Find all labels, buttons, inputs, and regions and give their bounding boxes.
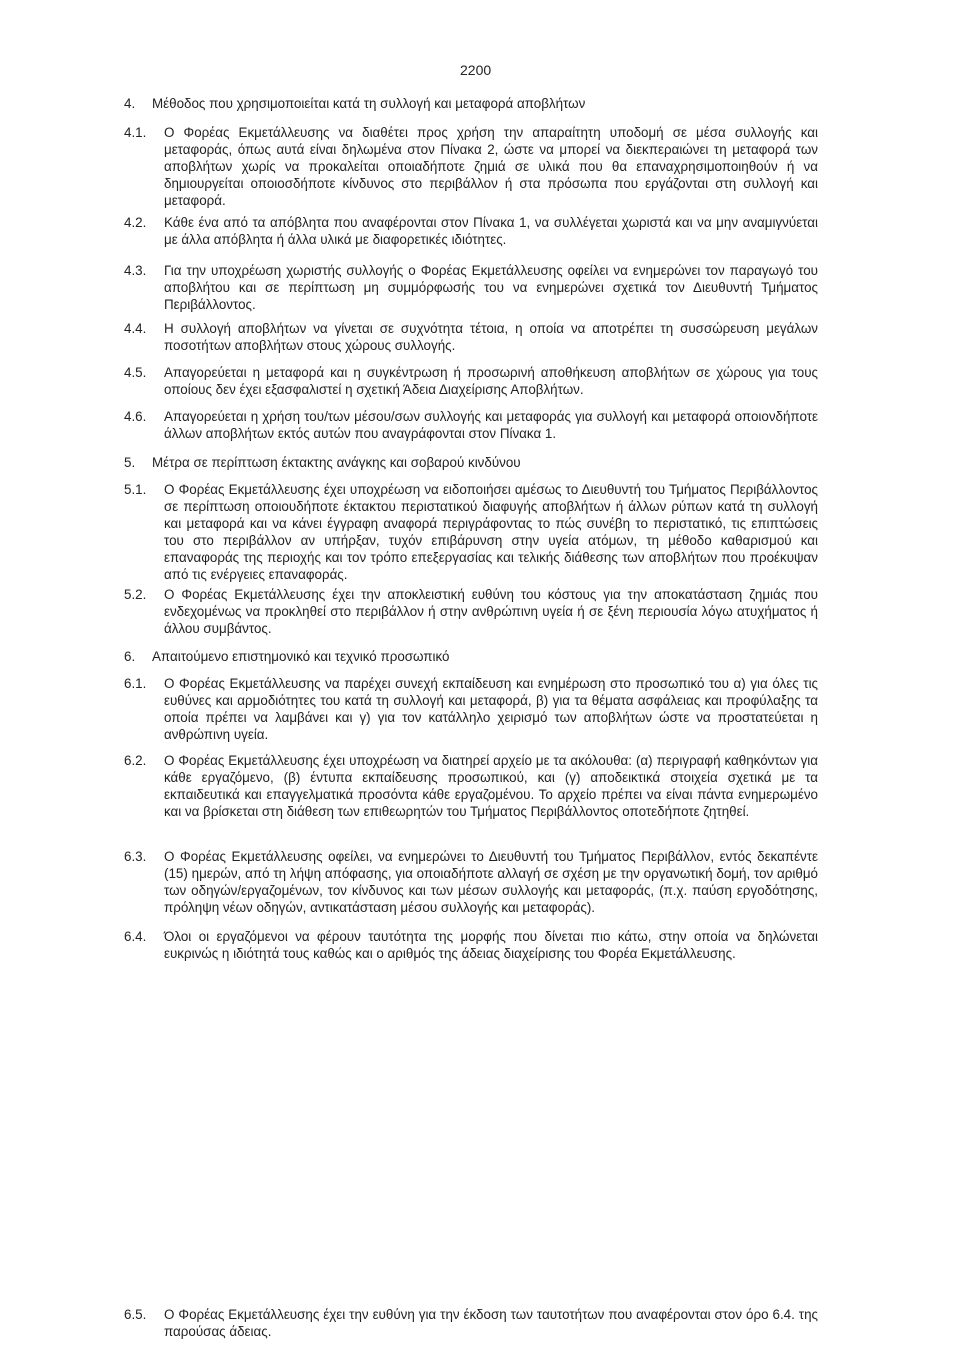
paragraph-number: 6.1. <box>124 676 147 691</box>
paragraph-4-2 <box>124 214 818 248</box>
paragraph-number: 6.5. <box>124 1307 147 1322</box>
paragraph-6-3 <box>124 848 818 916</box>
paragraph-text: Ο Φορέας Εκμετάλλευσης οφείλει, να ενημερώνει το Διευθυντή του Τμήματος Περιβάλλον, εντός δεκαπέντε (15) ημερών, από τη λήψη απόφασης, για οποιαδήποτε αλλαγή σε σχέση με την οργανωτική δομή, τον αριθμό των οδηγών/εργαζομένων, τον κίνδυνος και των μέσων συλλογής και μεταφοράς, (π.χ. παύση εργοδότησης, πρόληψη νέων οδηγών, αντικατάσταση μέσου συλλογής και μεταφοράς). <box>164 849 818 915</box>
paragraph-number: 5.1. <box>124 482 147 497</box>
page-number: 2200 <box>460 62 492 78</box>
section-number: 6. <box>124 649 136 664</box>
paragraph-6-4 <box>124 928 818 962</box>
paragraph-5-1 <box>124 481 818 583</box>
section-title: Μέτρα σε περίπτωση έκτακτης ανάγκης και σοβαρού κινδύνου <box>152 455 521 470</box>
paragraph-number: 4.2. <box>124 215 147 230</box>
paragraph-text: Ο Φορέας Εκμετάλλευσης έχει υποχρέωση να ειδοποιήσει αμέσως το Διευθυντή του Τμήματος Περιβάλλοντος σε περίπτωση οποιουδήποτε έκτακτου περιστατικού διαφυγής αποβλήτων ή άλλων ρύπων κατά τη συλλογή και μεταφορά και να κάνει έγγραφη αναφορά περιγράφοντας το πώς συνέβη το περιστατικό, τις επιπτώσεις του στο περιβάλλον αν υπήρξαν, τυχόν επιβάρυνση στην υγεία ατόμων, τη μέθοδο καθαρισμού και επαναφοράς της περιοχής και τον τρόπο επεξεργασίας και τελικής διάθεσης των αποβλήτων που προέκυψαν από τις ενέργειες επαναφοράς. <box>164 482 818 582</box>
paragraph-text: Ο Φορέας Εκμετάλλευσης να διαθέτει προς χρήση την απαραίτητη υποδομή σε μέσα συλλογής και μεταφοράς, όπως αυτά είναι δηλωμένα στον Πίνακα 2, ώστε να μπορεί να διεκπεραιώνει τη μεταφορά των αποβλήτων χωρίς να προκαλείται οποιαδήποτε ζημιά σε υλικά που θα επαναχρησιμοποιηθούν ή να δημιουργείται οποιοσδήποτε κίνδυνος στο περιβάλλον ή στα πρόσωπα που εργάζονται στη συλλογή και μεταφορά. <box>164 125 818 208</box>
paragraph-text: Ο Φορέας Εκμετάλλευσης να παρέχει συνεχή εκπαίδευση και ενημέρωση στο προσωπικό του α) για όλες τις ευθύνες και αρμοδιότητες του κατά τη συλλογή και μεταφορά, β) για τα θέματα ασφάλειας και προφύλαξης τα οποία πρέπει να λαμβάνει και γ) για τον κατάλληλο χειρισμό των αποβλήτων ώστε να προστατεύεται η ανθρώπινη υγεία. <box>164 676 818 742</box>
paragraph-4-1 <box>124 124 818 209</box>
paragraph-text: Για την υποχρέωση χωριστής συλλογής ο Φορέας Εκμετάλλευσης οφείλει να ενημερώνει τον παραγωγό του αποβλήτου και σε περίπτωση μη συμμόρφωσής του να ενημερώνει σχετικά τον Διευθυντή Τμήματος Περιβάλλοντος. <box>164 263 818 312</box>
paragraph-number: 4.6. <box>124 409 147 424</box>
paragraph-number: 6.2. <box>124 753 147 768</box>
paragraph-text: Η συλλογή αποβλήτων να γίνεται σε συχνότητα τέτοια, η οποία να αποτρέπει τη συσσώρευση μεγάλων ποσοτήτων αποβλήτων στους χώρους συλλογής. <box>164 321 818 353</box>
paragraph-4-3 <box>124 262 818 313</box>
section-number: 4. <box>124 96 136 111</box>
section-title: Μέθοδος που χρησιμοποιείται κατά τη συλλογή και μεταφορά αποβλήτων <box>152 96 586 111</box>
paragraph-text: Απαγορεύεται η μεταφορά και η συγκέντρωση ή προσωρινή αποθήκευση αποβλήτων σε χώρους για τους οποίους δεν έχει εξασφαλιστεί η σχετική Άδεια Διαχείρισης Αποβλήτων. <box>164 365 818 397</box>
paragraph-6-5 <box>124 1306 818 1340</box>
paragraph-number: 6.3. <box>124 849 147 864</box>
section-title: Απαιτούμενο επιστημονικό και τεχνικό προσωπικό <box>152 649 450 664</box>
paragraph-5-2 <box>124 586 818 637</box>
paragraph-number: 4.3. <box>124 263 147 278</box>
paragraph-number: 4.5. <box>124 365 147 380</box>
paragraph-text: Όλοι οι εργαζόμενοι να φέρουν ταυτότητα της μορφής που δίνεται πιο κάτω, στην οποία να δηλώνεται ευκρινώς η ιδιότητά τους καθώς και ο αριθμός της άδειας διαχείρισης του Φορέα Εκμετάλλευσης. <box>164 929 818 961</box>
paragraph-text: Ο Φορέας Εκμετάλλευσης έχει την αποκλειστική ευθύνη του κόστους για την αποκατάσταση ζημιάς που ενδεχομένως να προκληθεί στο περιβάλλον ή στην ανθρώπινη υγεία ή σε ξένη περιουσία λόγω ατυχήματος ή άλλου συμβάντος. <box>164 587 818 636</box>
paragraph-4-5 <box>124 364 818 398</box>
paragraph-6-2 <box>124 752 818 820</box>
paragraph-6-1 <box>124 675 818 743</box>
paragraph-text: Ο Φορέας Εκμετάλλευσης έχει υποχρέωση να διατηρεί αρχείο με τα ακόλουθα: (α) περιγραφή καθηκόντων για κάθε εργαζόμενο, (β) έντυπα εκπαίδευσης προσωπικού, και (γ) αποδεικτικά στοιχεία σχετικά με τα εκπαιδευτικά και επαγγελματικά προσόντα κάθε εργαζομένου. Το αρχείο πρέπει να είναι πάντα ενημερωμένο και να βρίσκεται στη διάθεση των επιθεωρητών του Τμήματος Περιβάλλοντος οποτεδήποτε ζητηθεί. <box>164 753 818 819</box>
paragraph-number: 6.4. <box>124 929 147 944</box>
paragraph-text: Απαγορεύεται η χρήση του/των μέσου/σων συλλογής και μεταφοράς για συλλογή και μεταφορά οποιονδήποτε άλλων αποβλήτων εκτός αυτών που αναγράφονται στον Πίνακα 1. <box>164 409 818 441</box>
paragraph-number: 4.1. <box>124 125 147 140</box>
paragraph-number: 5.2. <box>124 587 147 602</box>
section-number: 5. <box>124 455 136 470</box>
paragraph-text: Κάθε ένα από τα απόβλητα που αναφέρονται στον Πίνακα 1, να συλλέγεται χωριστά και να μην αναμιγνύεται με άλλα απόβλητα ή άλλα υλικά με διαφορετικές ιδιότητες. <box>164 215 818 247</box>
paragraph-4-4 <box>124 320 818 354</box>
paragraph-number: 4.4. <box>124 321 147 336</box>
paragraph-text: Ο Φορέας Εκμετάλλευσης έχει την ευθύνη για την έκδοση των ταυτοτήτων που αναφέρονται στον όρο 6.4. της παρούσας άδειας. <box>164 1307 818 1339</box>
paragraph-4-6 <box>124 408 818 442</box>
